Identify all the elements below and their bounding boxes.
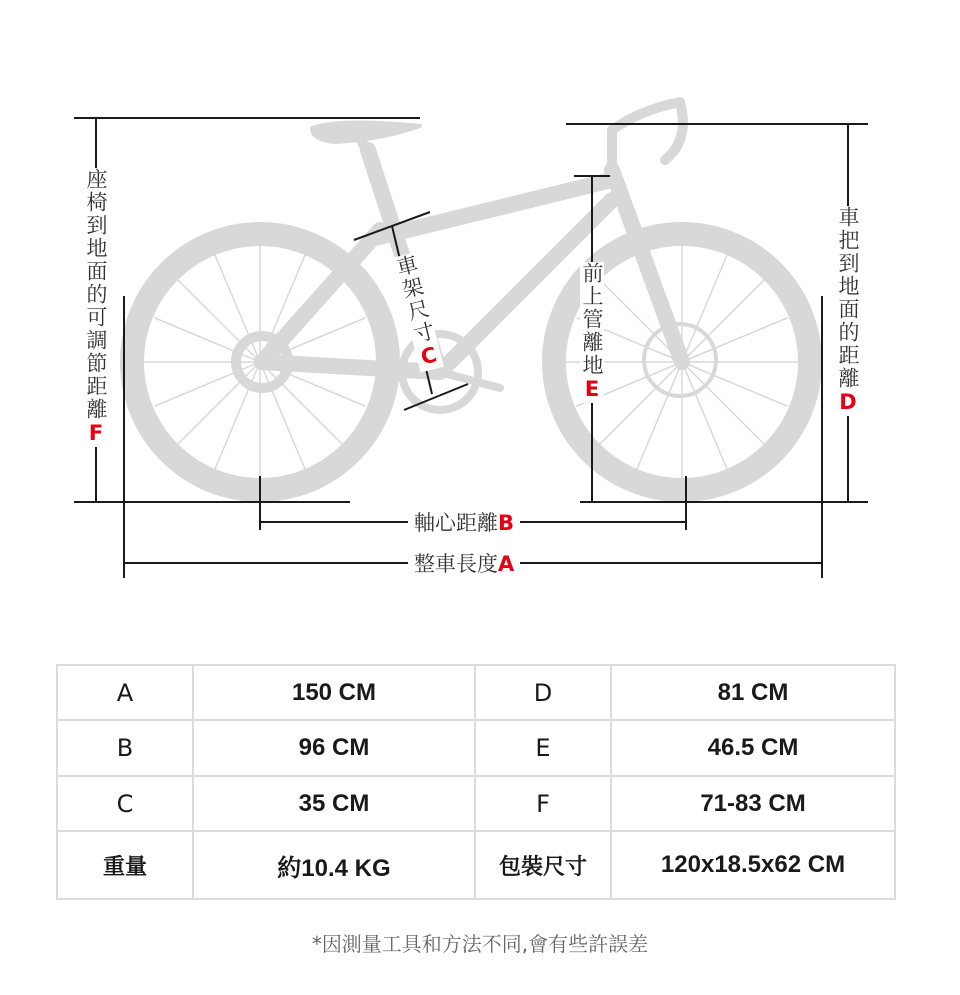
label-letter-a: A: [498, 552, 515, 576]
seat-to-ground-text: 座椅到地面的可調節距離: [84, 168, 108, 421]
seat-to-ground-label: [84, 168, 108, 447]
top-tube-to-ground-label: [580, 262, 604, 403]
spec-value-d: 81 CM: [611, 665, 895, 720]
handlebar-to-ground-label: [836, 206, 860, 416]
spec-key-e: E: [475, 720, 611, 775]
label-letter-f: F: [84, 421, 108, 447]
spec-value-f: 71-83 CM: [611, 776, 895, 831]
label-letter-d: D: [836, 390, 860, 416]
total-length-text: 整車長度: [414, 552, 498, 576]
table-row: [57, 720, 895, 775]
table-row: [57, 831, 895, 899]
spec-value-package-size: 120x18.5x62 CM: [611, 831, 895, 899]
spec-value-b: 96 CM: [193, 720, 475, 775]
label-letter-c: C: [414, 341, 444, 373]
wheelbase-text: 軸心距離: [414, 511, 498, 535]
spec-table: [56, 664, 896, 900]
spec-key-d: D: [475, 665, 611, 720]
table-row: [57, 776, 895, 831]
spec-key-c: C: [57, 776, 193, 831]
measurement-disclaimer: *因測量工具和方法不同,會有些許誤差: [311, 932, 649, 956]
spec-key-f: F: [475, 776, 611, 831]
spec-value-c: 35 CM: [193, 776, 475, 831]
bike-handlebar: [612, 102, 683, 175]
bike-silhouette: [132, 102, 810, 490]
total-length-label: [408, 548, 520, 578]
table-row: [57, 665, 895, 720]
spec-value-a: 150 CM: [193, 665, 475, 720]
spec-value-weight: 約10.4 KG: [193, 831, 475, 899]
wheelbase-label: [408, 507, 520, 537]
label-letter-b: B: [498, 511, 515, 535]
spec-key-a: A: [57, 665, 193, 720]
spec-key-weight: 重量: [57, 831, 193, 899]
spec-key-b: B: [57, 720, 193, 775]
label-letter-e: E: [580, 377, 604, 403]
frame-size-text: 車架尺寸: [392, 252, 438, 348]
spec-value-e: 46.5 CM: [611, 720, 895, 775]
spec-key-package-size: 包裝尺寸: [475, 831, 611, 899]
handlebar-to-ground-text: 車把到地面的距離: [836, 206, 860, 390]
top-tube-to-ground-text: 前上管離地: [580, 262, 604, 377]
